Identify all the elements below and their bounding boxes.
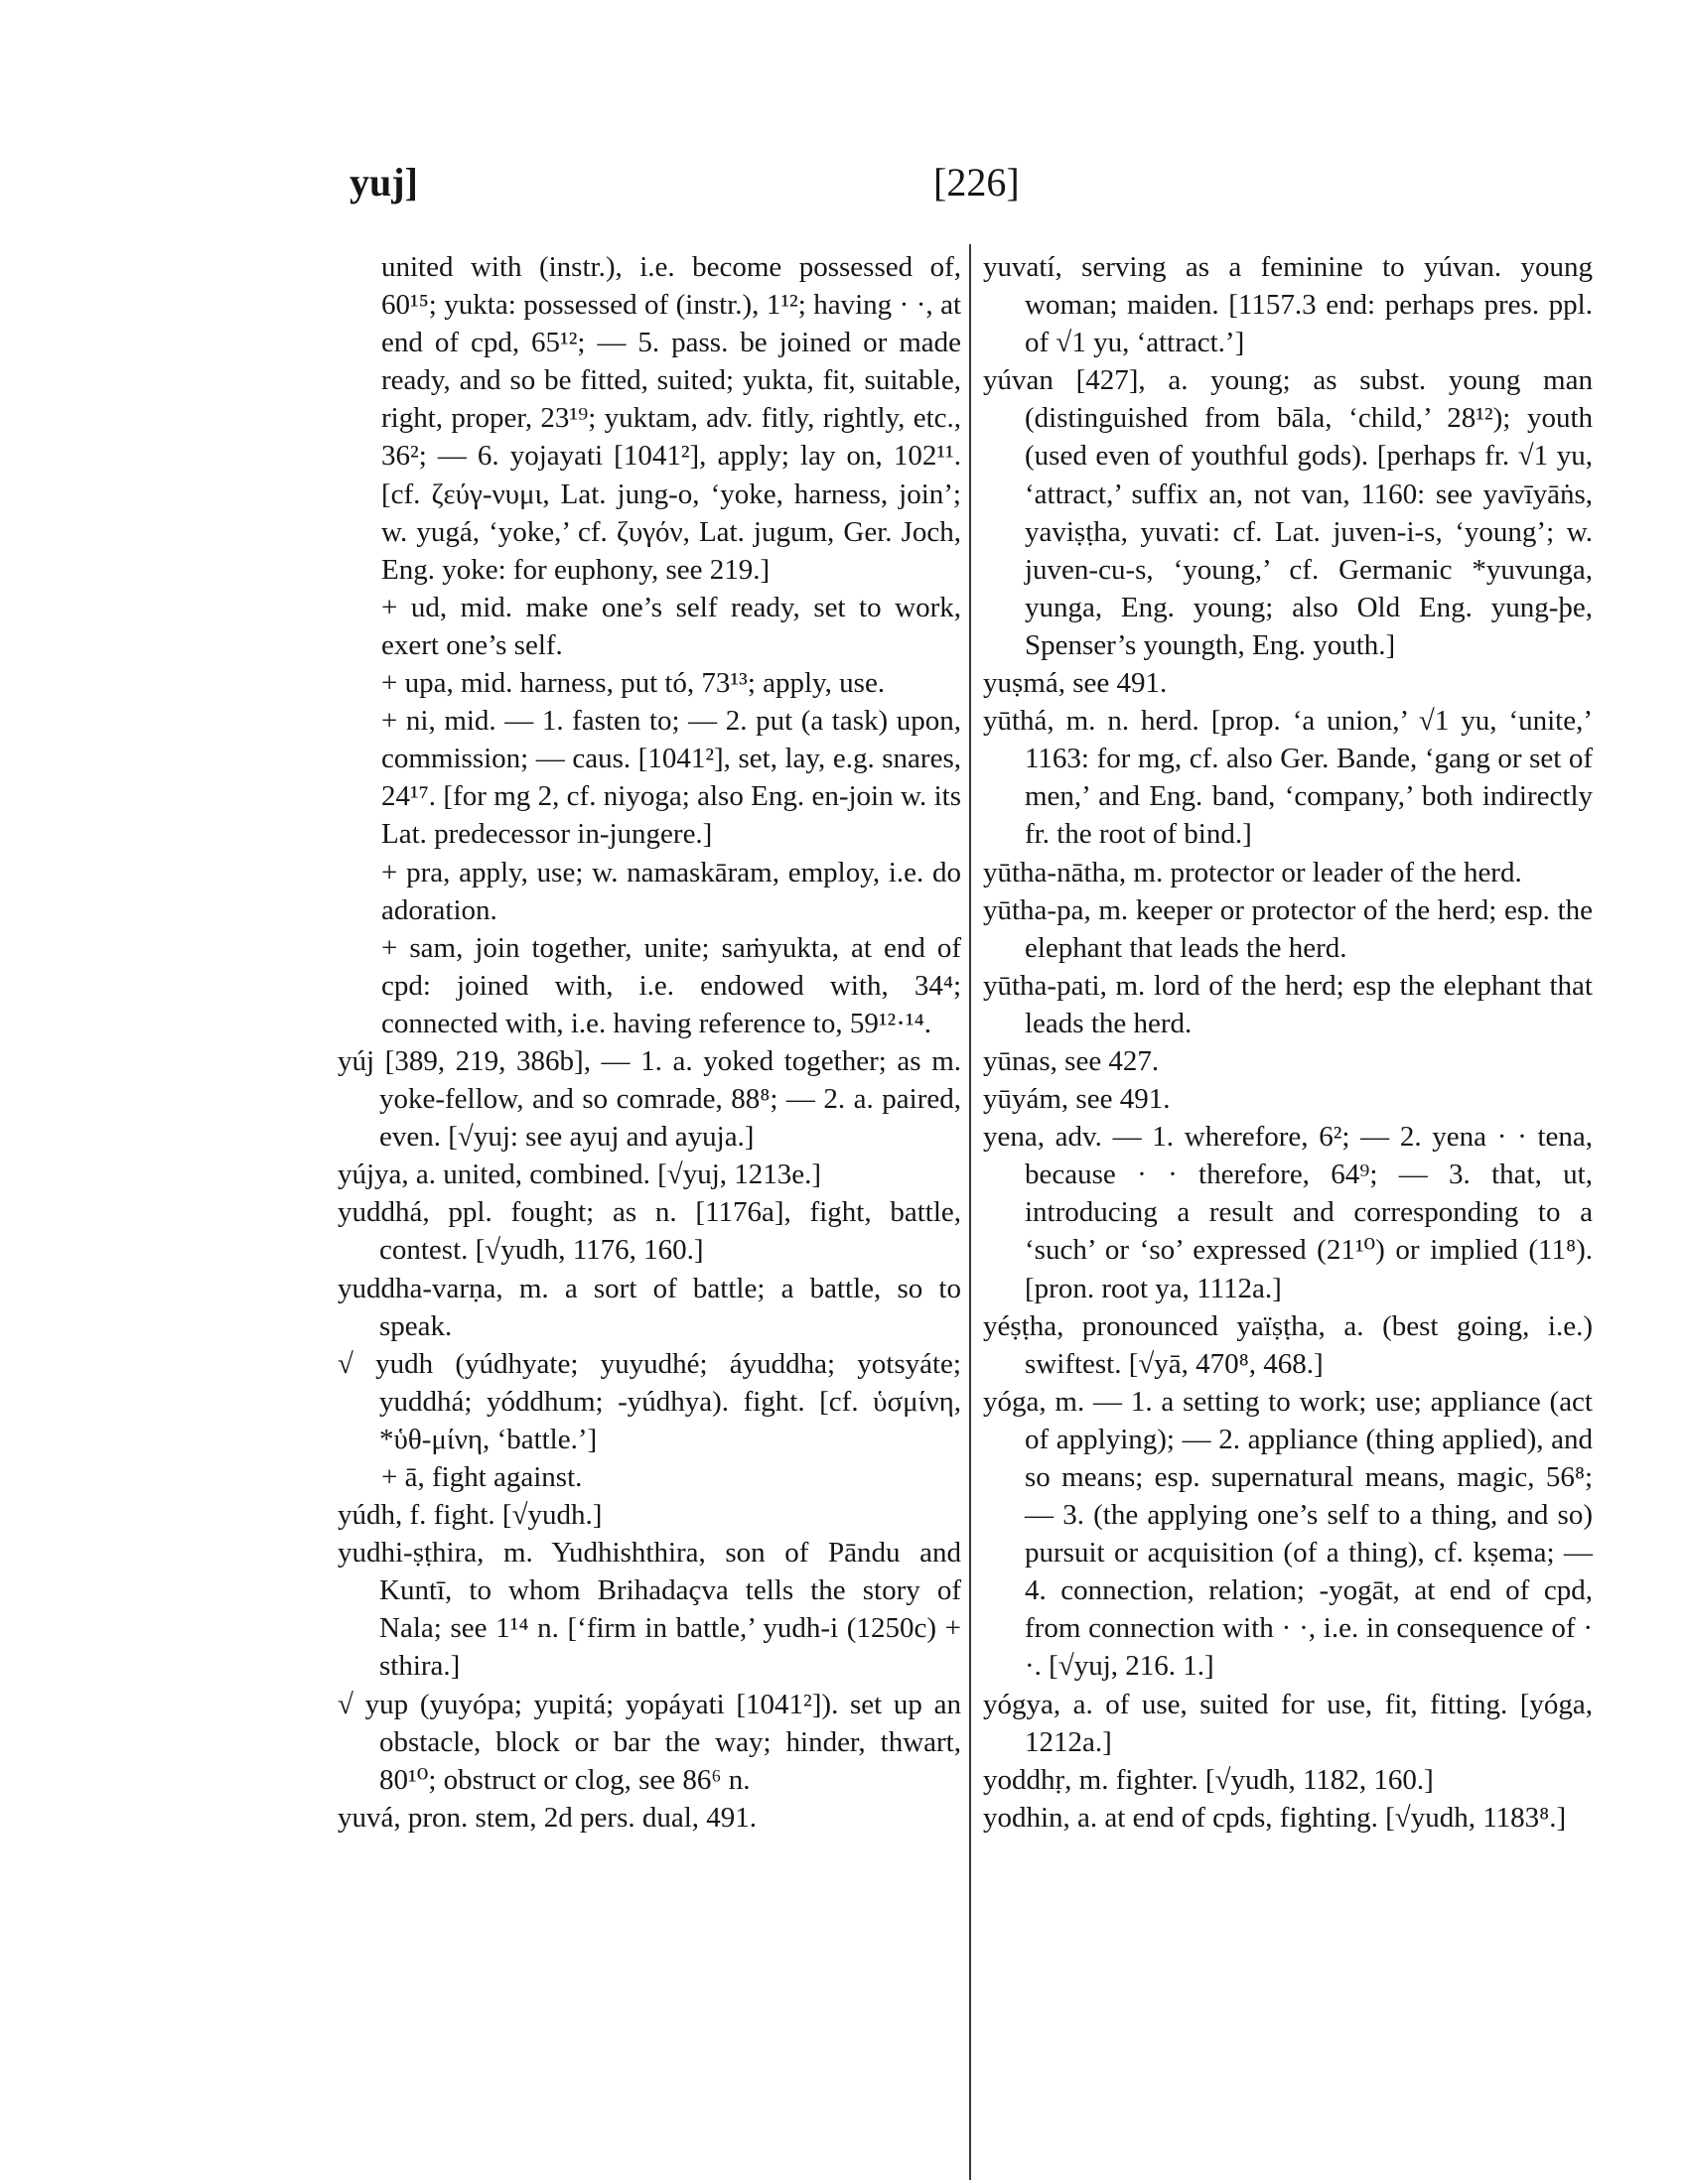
- entry-yuvan: yúvan [427], a. young; as subst. young man (distinguished from bāla, ‘child,’ 28¹²); youth (used even of youthful gods). [perhaps fr. √1 yu, ‘attract,’ suffix an, not van, 1160: see yavīyāṅs, yaviṣṭha, yuvati: cf. Lat. juven-i-s, ‘young’; w. juven-cu-s, ‘young,’ cf. Germanic *yuvunga, yunga, Eng. young; also Old Eng. yung-þe, Spenser’s youngth, Eng. youth.]: [983, 364, 1593, 661]
- right-column: [983, 248, 1593, 1837]
- entry-root-yudh: √ yudh (yúdhyate; yuyudhé; áyuddha; yotsyáte; yuddhá; yóddhum; -yúdhya). fight. [cf. ὑσμίνη, *ὑθ-μίνη, ‘battle.’]: [338, 1347, 961, 1455]
- entry-yodhin: yodhin, a. at end of cpds, fighting. [√yudh, 1183⁸.]: [983, 1801, 1567, 1834]
- entry-yuddha: yuddhá, ppl. fought; as n. [1176a], fight, battle, contest. [√yudh, 1176, 160.]: [338, 1196, 961, 1267]
- entry-yuvati: yuvatí, serving as a feminine to yúvan. young woman; maiden. [1157.3 end: perhaps pres. ppl. of √1 yu, ‘attract.’]: [983, 251, 1593, 359]
- entry-yoga: yóga, m. — 1. a setting to work; use; appliance (act of applying); — 2. appliance (thing applied), and so means; esp. supernatural means, magic, 56⁸; — 3. (the applying one’s self to a thing, and so) pursuit or acquisition (of a thing), cf. kṣema; — 4. connection, relation; -yogāt, at end of cpd, from connection with · ·, i.e. in consequence of · ·. [√yuj, 216. 1.]: [983, 1385, 1593, 1683]
- entry-yutha-pati: yūtha-pati, m. lord of the herd; esp the elephant that leads the herd.: [983, 969, 1593, 1039]
- column-divider: [969, 244, 971, 2180]
- entry-yutha-pa: yūtha-pa, m. keeper or protector of the herd; esp. the elephant that leads the herd.: [983, 893, 1593, 964]
- entry-yunas: yūnas, see 427.: [983, 1044, 1160, 1077]
- entry-yogya: yógya, a. of use, suited for use, fit, fitting. [yóga, 1212a.]: [983, 1688, 1593, 1758]
- entry-yoddhr: yoddhṛ, m. fighter. [√yudh, 1182, 160.]: [983, 1763, 1434, 1796]
- subentry-ni: + ni, mid. — 1. fasten to; — 2. put (a task) upon, commission; — caus. [1041²], set, lay, e.g. snares, 24¹⁷. [for mg 2, cf. niyoga; also Eng. en-join w. its Lat. predecessor in-jungere.]: [381, 705, 961, 851]
- subentry-sam: + sam, join together, unite; saṁyukta, at end of cpd: joined with, i.e. endowed with, 34⁴; connected with, i.e. having reference to, 59¹²·¹⁴.: [381, 931, 961, 1039]
- entry-yestha: yéṣṭha, pronounced yaïṣṭha, a. (best going, i.e.) swiftest. [√yā, 470⁸, 468.]: [983, 1309, 1593, 1380]
- subentry-pra: + pra, apply, use; w. namaskāram, employ, i.e. do adoration.: [381, 856, 961, 926]
- entry-yuddha-varna: yuddha-varṇa, m. a sort of battle; a battle, so to speak.: [338, 1272, 961, 1342]
- entry-yusma: yuṣmá, see 491.: [983, 667, 1168, 700]
- entry-yuj-continued: united with (instr.), i.e. become possessed of, 60¹⁵; yukta: possessed of (instr.), 1¹²; having · ·, at end of cpd, 65¹²; — 5. pass. be joined or made ready, and so be fitted, suited; yukta, fit, suitable, right, proper, 23¹⁹; yuktam, adv. fitly, rightly, etc., 36²; — 6. yojayati [1041²], apply; lay on, 102¹¹. [cf. ζεύγ-νυμι, Lat. jung-o, ‘yoke, harness, join’; w. yugá, ‘yoke,’ cf. ζυγόν, Lat. jugum, Ger. Joch, Eng. yoke: for euphony, see 219.]: [381, 251, 961, 586]
- entry-yutha: yūthá, m. n. herd. [prop. ‘a union,’ √1 yu, ‘unite,’ 1163: for mg, cf. also Ger. Bande, ‘gang or set of men,’ and Eng. band, ‘company,’ both indirectly fr. the root of bind.]: [983, 705, 1593, 851]
- page-number: [226]: [933, 160, 1020, 205]
- left-column: [338, 248, 961, 1837]
- entry-root-yup: √ yup (yuyópa; yupitá; yopáyati [1041²]). set up an obstacle, block or bar the way; hinder, thwart, 80¹⁰; obstruct or clog, see 86⁶ n.: [338, 1688, 961, 1796]
- entry-yuva: yuvá, pron. stem, 2d pers. dual, 491.: [338, 1801, 758, 1834]
- running-headword: yuj]: [350, 160, 418, 205]
- entry-yujya: yújya, a. united, combined. [√yuj, 1213e.]: [338, 1159, 822, 1191]
- entry-yena: yena, adv. — 1. wherefore, 6²; — 2. yena · · tena, because · · therefore, 64⁹; — 3. that, ut, introducing a result and corresponding to a ‘such’ or ‘so’ expressed (21¹⁰) or implied (11⁸). [pron. root ya, 1112a.]: [983, 1121, 1593, 1304]
- entry-yuyam: yūyám, see 491.: [983, 1083, 1171, 1116]
- entry-yudhi-sthira: yudhi-ṣṭhira, m. Yudhishthira, son of Pāndu and Kuntī, to whom Brihadaçva tells the story of Nala; see 1¹⁴ n. [‘firm in battle,’ yudh-i (1250c) + sthira.]: [338, 1537, 961, 1683]
- entry-yuj-adj: yúj [389, 219, 386b], — 1. a. yoked together; as m. yoke-fellow, and so comrade, 88⁸; — 2. a. paired, even. [√yuj: see ayuj and ayuja.]: [338, 1044, 961, 1154]
- entry-yutha-natha: yūtha-nātha, m. protector or leader of the herd.: [983, 856, 1522, 888]
- subentry-upa: + upa, mid. harness, put tó, 73¹³; apply, use.: [381, 667, 886, 700]
- subentry-ud: + ud, mid. make one’s self ready, set to work, exert one’s self.: [381, 591, 961, 661]
- entry-yudh-noun: yúdh, f. fight. [√yudh.]: [338, 1499, 603, 1532]
- subentry-a: + ā, fight against.: [381, 1461, 583, 1493]
